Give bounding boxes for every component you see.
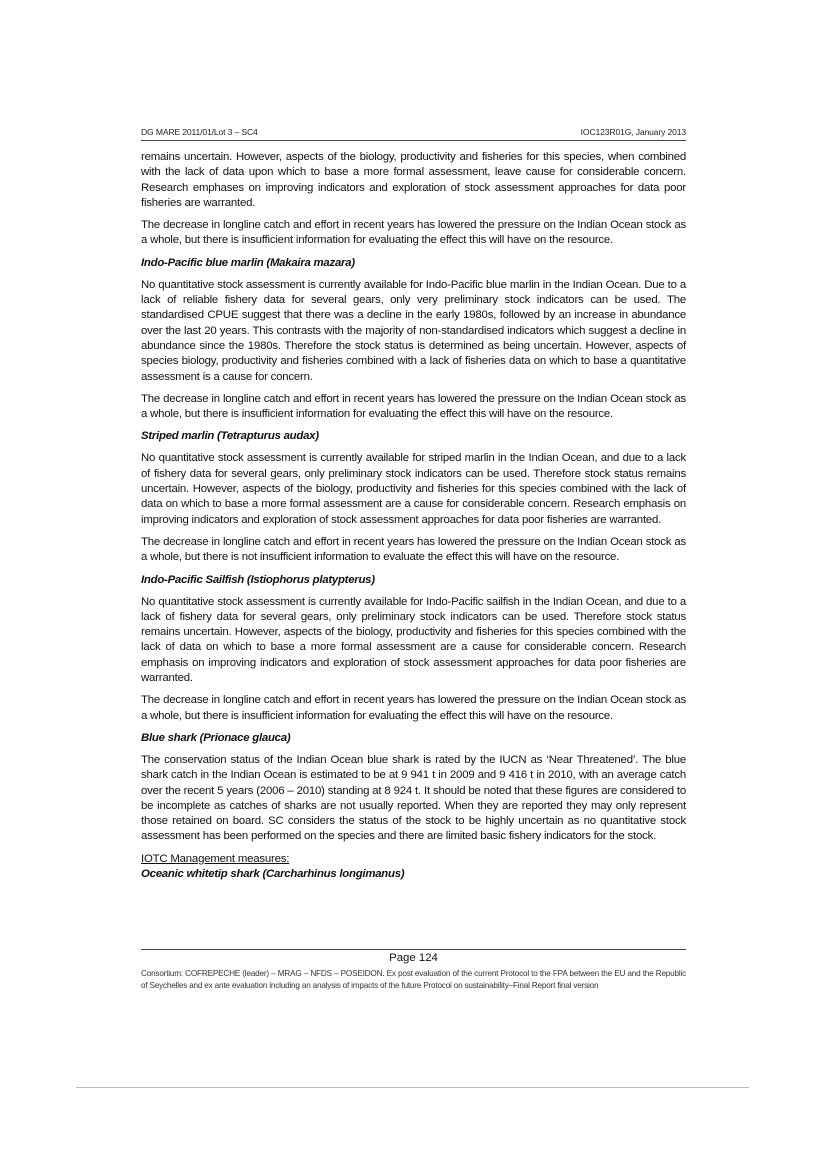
paragraph: No quantitative stock assessment is currently available for Indo-Pacific sailfish in the Indian Ocean, and due to a lack of fishery data for several gears, only preliminary stock indicators can be used. Therefore stock status remains uncertain. However, aspects of the biology, productivity and fisheries for this species combined with the lack of data on which to base a more formal assessment are a cause for considerable concern. Research emphasis on improving indicators and exploration of stock assessment approaches for data poor fisheries are warranted. (141, 595, 686, 685)
header-contract-ref: DG MARE 2011/01/Lot 3 – SC4 (141, 127, 258, 137)
document-body (141, 150, 686, 882)
paragraph: The decrease in longline catch and effort in recent years has lowered the pressure on the Indian Ocean stock as a whole, but there is insufficient information for evaluating the effect this will have on the resource. (141, 694, 686, 722)
paragraph: No quantitative stock assessment is currently available for striped marlin in the Indian Ocean, and due to a lack of fishery data for several gears, only preliminary stock indicators can be used. Therefore stock status remains uncertain. However, aspects of the biology, productivity and fisheries for this species combined with the lack of data on which to base a more formal assessment are a cause for considerable concern. Research emphasis on improving indicators and exploration of stock assessment approaches for data poor fisheries are warranted. (141, 452, 686, 526)
header-report-ref: IOC123R01G, January 2013 (580, 127, 686, 137)
management-measures-label: IOTC Management measures: (141, 852, 290, 865)
section-heading: Blue shark (Prionace glauca) (141, 731, 291, 744)
page-divider (76, 1087, 749, 1088)
footer-note: Consortium: COFREPECHE (leader) – MRAG – NFDS – POSEIDON. Ex post evaluation of the current Protocol to the FPA between the EU and the Republic of Seychelles and ex ante evaluation including an analysis of impacts of the future Protocol on sustainability–Final Report final version (141, 969, 686, 990)
paragraph: remains uncertain. However, aspects of the biology, productivity and fisheries for this species, when combined with the lack of data upon which to base a more formal assessment, leave cause for considerable concern. Research emphases on improving indicators and exploration of stock assessment approaches for data poor fisheries are warranted. (141, 151, 686, 209)
species-subheading: Oceanic whitetip shark (Carcharhinus longimanus) (141, 867, 405, 880)
paragraph: No quantitative stock assessment is currently available for Indo-Pacific blue marlin in the Indian Ocean. Due to a lack of reliable fishery data for several gears, only very preliminary stock indicators can be used. The standardised CPUE suggest that there was a decline in the early 1980s, followed by an increase in abundance over the last 20 years. This contrasts with the majority of non-standardised indicators which suggest a decline in abundance since the 1980s. Therefore the stock status is determined as being uncertain. However, aspects of species biology, productivity and fisheries combined with a lack of fisheries data on which to base a quantitative assessment is a cause for concern. (141, 278, 686, 383)
running-header (141, 127, 686, 141)
section-heading: Striped marlin (Tetrapturus audax) (141, 430, 319, 443)
paragraph: The decrease in longline catch and effort in recent years has lowered the pressure on the Indian Ocean stock as a whole, but there is not insufficient information to evaluate the effect this will have on the resource. (141, 535, 686, 564)
section-heading: Indo-Pacific Sailfish (Istiophorus platypterus) (141, 573, 375, 586)
paragraph: The conservation status of the Indian Ocean blue shark is rated by the IUCN as ‘Near Threatened’. The blue shark catch in the Indian Ocean is estimated to be at 9 941 t in 2009 and 9 416 t in 2010, with an average catch over the recent 5 years (2006 – 2010) standing at 8 924 t. It should be noted that these figures are considered to be incomplete as catches of sharks are not usually reported. When they are reported they may only represent those retained on board. SC considers the status of the stock to be highly uncertain as no quantitative stock assessment has been performed on the species and there are limited basic fishery indicators for the stock. (141, 753, 686, 843)
page-number: Page 124 (389, 952, 438, 964)
paragraph: The decrease in longline catch and effort in recent years has lowered the pressure on the Indian Ocean stock as a whole, but there is insufficient information for evaluating the effect this will have on the resource. (141, 219, 686, 247)
section-heading: Indo-Pacific blue marlin (Makaira mazara) (141, 256, 355, 269)
footer-rule (141, 949, 686, 950)
paragraph: The decrease in longline catch and effort in recent years has lowered the pressure on the Indian Ocean stock as a whole, but there is insufficient information for evaluating the effect this will have on the resource. (141, 392, 686, 421)
